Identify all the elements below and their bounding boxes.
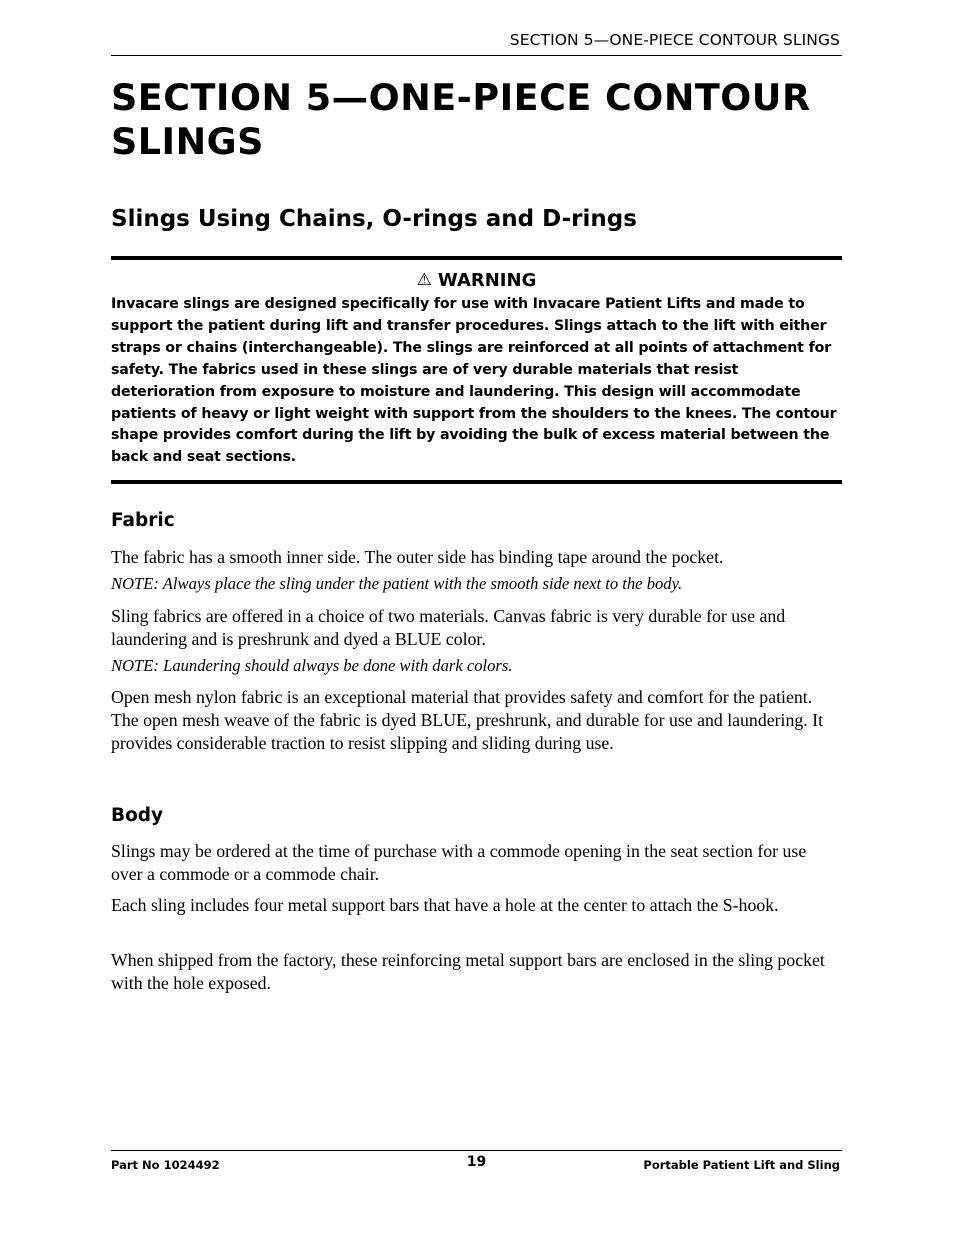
warning-label: WARNING — [437, 270, 537, 291]
subsection-title: Slings Using Chains, O-rings and D-rings — [111, 206, 637, 232]
fabric-paragraph-3: Open mesh nylon fabric is an exceptional material that provides safety and comfort for the patient. The open mesh weave of the fabric is dyed BLUE, preshrunk, and durable for use and laundering. It provides considerable traction to resist slipping and sliding during use. — [111, 687, 824, 753]
section-title: SECTION 5—ONE-PIECE CONTOUR SLINGS — [111, 76, 811, 163]
warning-box — [111, 256, 842, 484]
body-paragraph-2: Each sling includes four metal support bars that have a hole at the center to attach the S-hook. — [111, 895, 779, 915]
fabric-note-2: NOTE: Laundering should always be done with dark colors. — [111, 656, 513, 675]
footer-document-title: Portable Patient Lift and Sling — [643, 1158, 840, 1172]
footer-page-number: 19 — [466, 1154, 487, 1170]
running-header: SECTION 5—ONE-PIECE CONTOUR SLINGS — [509, 31, 840, 49]
fabric-paragraph-2: Sling fabrics are offered in a choice of two materials. Canvas fabric is very durable for use and laundering and is preshrunk and dyed a BLUE color. — [111, 606, 786, 649]
body-heading: Body — [111, 805, 164, 826]
fabric-note-1: NOTE: Always place the sling under the patient with the smooth side next to the body. — [111, 574, 683, 593]
footer-rule — [111, 1150, 842, 1151]
warning-triangle-icon: ⚠ — [416, 270, 432, 290]
body-paragraph-3: When shipped from the factory, these reinforcing metal support bars are enclosed in the sling pocket with the hole exposed. — [111, 950, 825, 993]
warning-heading — [111, 268, 842, 293]
fabric-paragraph-1: The fabric has a smooth inner side. The outer side has binding tape around the pocket. — [111, 547, 724, 567]
fabric-heading: Fabric — [111, 510, 175, 531]
document-page — [111, 0, 842, 1235]
warning-text: Invacare slings are designed specifically for use with Invacare Patient Lifts and made to support the patient during lift and transfer procedures. Slings attach to the lift with either straps or chains (interchangeable). The slings are reinforced at all points of attachment for safety. The fabrics used in these slings are of very durable materials that resist deterioration from exposure to moisture and laundering. This design will accommodate patients of heavy or light weight with support from the shoulders to the knees. The contour shape provides comfort during the lift by avoiding the bulk of excess material between the back and seat sections. — [111, 296, 837, 466]
footer-part-number: Part No 1024492 — [111, 1158, 220, 1172]
header-rule — [111, 55, 842, 56]
body-paragraph-1: Slings may be ordered at the time of purchase with a commode opening in the seat section for use over a commode or a commode chair. — [111, 841, 807, 884]
